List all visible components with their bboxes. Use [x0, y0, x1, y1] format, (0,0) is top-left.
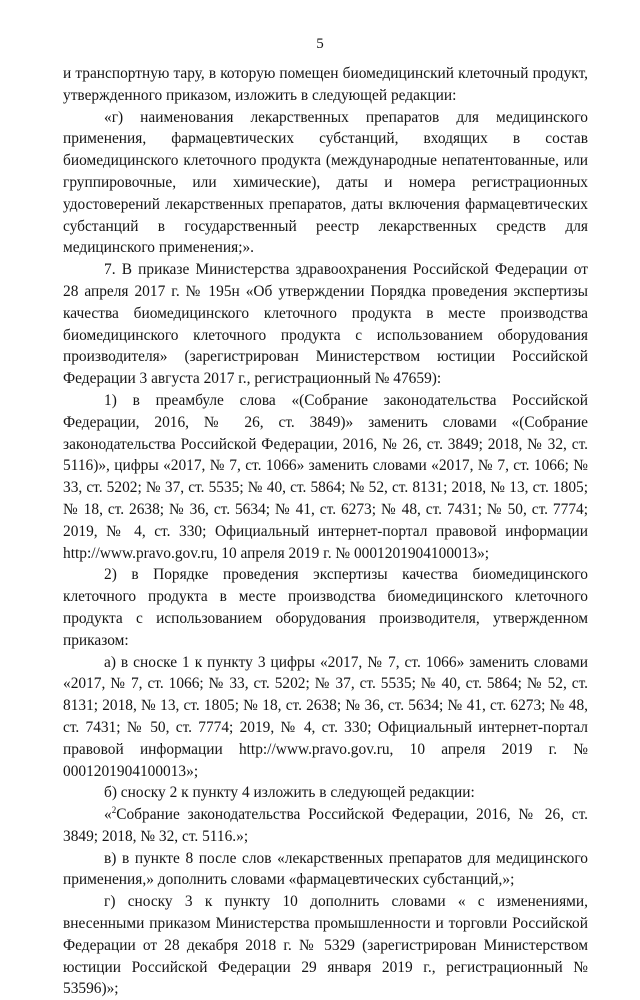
page-number: 5	[316, 36, 324, 52]
paragraph-item-g: «г) наименования лекарственных препаратов для медицинского применения, фармацевтических субстанций, входящих в состав биомедицинского клеточного продукта (международные непатентованные, или группировочные, или химические), даты и номера регистрационных удостоверений лекарственных препаратов, даты включения фармацевтических субстанций в государственный реестр лекарственных средств для медицинского применения;».	[63, 108, 588, 257]
open-quote: «	[104, 806, 112, 824]
paragraph-point-7: 7. В приказе Министерства здравоохранения Российской Федерации от 28 апреля 2017 г. № 195н «Об утверждении Порядка проведения экспертизы качества биомедицинского клеточного продукта в месте производства биомедицинского клеточного продукта с использованием оборудования производителя» (зарегистрирован Министерством юстиции Российской Федерации 3 августа 2017 г., регистрационный № 47659):	[63, 261, 588, 388]
paragraph-item-a: а) в сноске 1 к пункту 3 цифры «2017, № 7, ст. 1066» заменить словами «2017, № 7, ст. 1066; № 33, ст. 5202; № 37, ст. 5535; № 40, ст. 5864; № 52, ст. 8131; 2018, № 13, ст. 1805; № 18, ст. 2638; № 36, ст. 5634; № 41, ст. 6273; № 48, ст. 7431; № 50, ст. 7774; 2019, № 4, ст. 330; Официальный интернет-портал правовой информации http://www.pravo.gov.ru, 10 апреля 2019 г. № 0001201904100013»;	[63, 653, 588, 780]
paragraph-subpoint-2: 2) в Порядке проведения экспертизы качества биомедицинского клеточного продукта в месте производства биомедицинского клеточного продукта с использованием оборудования производителя, утвержденном приказом:	[63, 566, 588, 649]
paragraph-item-g2: г) сноску 3 к пункту 10 дополнить словами « с изменениями, внесенными приказом Министерства промышленности и торговли Российской Федерации от 28 декабря 2018 г. № 5329 (зарегистрирован Министерством юстиции Российской Федерации 29 января 2019 г., регистрационный № 53596)»;	[63, 893, 588, 998]
paragraph-subpoint-1: 1) в преамбуле слова «(Собрание законодательства Российской Федерации, 2016, № 26, ст. 3849)» заменить словами «(Собрание законодательства Российской Федерации, 2016, № 26, ст. 3849; 2018, № 32, ст. 5116)», цифры «2017, № 7, ст. 1066» заменить словами «2017, № 7, ст. 1066; № 33, ст. 5202; № 37, ст. 5535; № 40, ст. 5864; № 52, ст. 8131; 2018, № 13, ст. 1805; № 18, ст. 2638; № 36, ст. 5634; № 41, ст. 6273; № 48, ст. 7431; № 50, ст. 7774; 2019, № 4, ст. 330; Официальный интернет-портал правовой информации http://www.pravo.gov.ru, 10 апреля 2019 г. № 0001201904100013»;	[63, 391, 588, 562]
footnote-text: Собрание законодательства Российской Федерации, 2016, № 26, ст. 3849; 2018, № 32, ст. 5116.»;	[63, 806, 588, 845]
footnote-marker: 2	[111, 804, 117, 815]
paragraph-continuation: и транспортную тару, в которую помещен биомедицинский клеточный продукт, утвержденного приказом, изложить в следующей редакции:	[63, 65, 588, 104]
paragraph-item-v: в) в пункте 8 после слов «лекарственных препаратов для медицинского применения,» дополнить словами «фармацевтических субстанций,»;	[63, 849, 588, 889]
paragraph-item-b: б) сноску 2 к пункту 4 изложить в следующей редакции:	[104, 784, 475, 802]
document-body	[63, 63, 588, 1000]
paragraph-footnote-2-text	[63, 804, 588, 848]
